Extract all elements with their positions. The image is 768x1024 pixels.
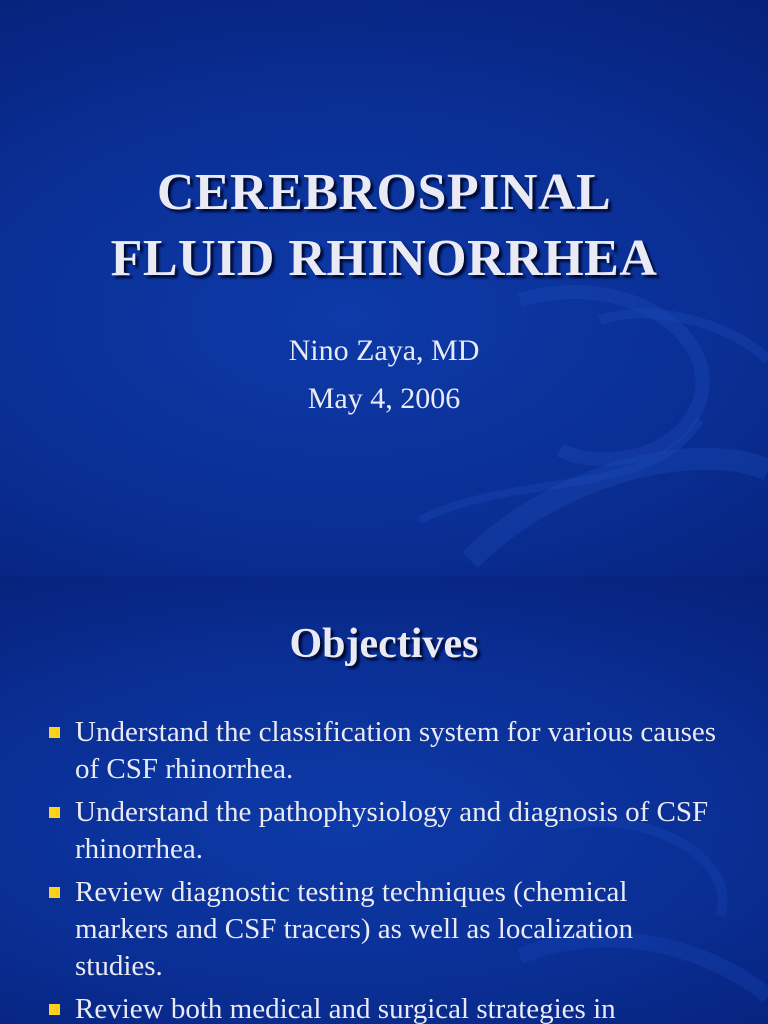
author-name: Nino Zaya, MD	[288, 334, 480, 367]
list-item-text: Understand the classification system for various causes of CSF rhinorrhea.	[75, 716, 717, 785]
list-item-text: Review both medical and surgical strategies in	[75, 993, 616, 1024]
slide-title-line-1: CEREBROSPINAL	[156, 164, 612, 221]
presentation-date: May 4, 2006	[307, 382, 461, 415]
square-bullet-icon	[49, 1004, 60, 1015]
list-item-text: Review diagnostic testing techniques (chemical markers and CSF tracers) as well as localization studies.	[75, 876, 634, 982]
slide-title: Objectives	[289, 621, 479, 667]
objectives-slide	[0, 576, 768, 1024]
square-bullet-icon	[49, 807, 60, 818]
slide-title	[0, 160, 768, 292]
objectives-list	[0, 714, 768, 1024]
list-item	[0, 714, 768, 788]
square-bullet-icon	[49, 887, 60, 898]
slide-title-line-2: FLUID RHINORRHEA	[110, 230, 658, 287]
square-bullet-icon	[49, 727, 60, 738]
list-item	[0, 991, 768, 1024]
list-item	[0, 874, 768, 985]
list-item-text: Understand the pathophysiology and diagnosis of CSF rhinorrhea.	[75, 796, 709, 865]
list-item	[0, 794, 768, 868]
